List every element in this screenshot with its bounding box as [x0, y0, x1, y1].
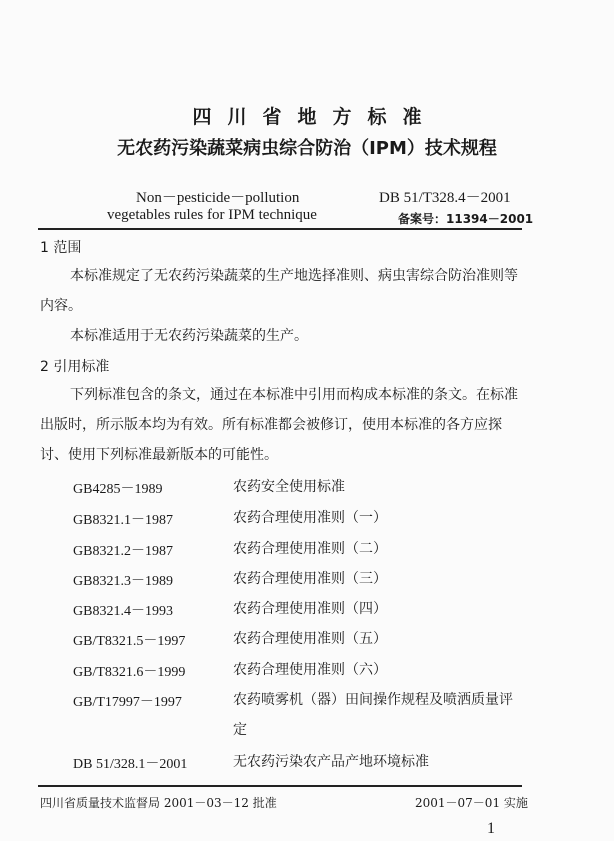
document-title-line2: 无农药污染蔬菜病虫综合防治（IPM）技术规程 — [117, 138, 497, 159]
reference-code: GB/T8321.5－1997 — [73, 634, 186, 649]
reference-title: 农药合理使用准则（二） — [233, 541, 387, 557]
reference-title: 农药合理使用准则（五） — [233, 631, 387, 647]
reference-title: 农药喷雾机（器）田间操作规程及喷洒质量评定 — [233, 692, 513, 738]
reference-title: 农药安全使用标准 — [233, 479, 345, 495]
standard-number: DB 51/T328.4－2001 — [379, 190, 511, 206]
reference-title: 农药合理使用准则（一） — [233, 510, 387, 526]
reference-title: 农药合理使用准则（四） — [233, 601, 387, 617]
reference-code: GB4285－1989 — [73, 482, 163, 497]
approval-note: 四川省质量技术监督局 2001－03－12 批准 — [40, 796, 277, 810]
english-title-line2: vegetables rules for IPM technique — [107, 207, 317, 223]
reference-title: 无农药污染农产品产地环境标准 — [233, 754, 429, 770]
scope-paragraph-2: 本标准适用于无农药污染蔬菜的生产。 — [70, 328, 308, 344]
footer-divider — [38, 785, 522, 787]
reference-code: GB8321.4－1993 — [73, 604, 173, 619]
reference-code: GB/T8321.6－1999 — [73, 665, 186, 680]
header-divider — [38, 228, 522, 230]
document-title-line1: 四川省地方标准 — [192, 106, 438, 128]
scope-paragraph-1: 本标准规定了无农药污染蔬菜的生产地选择准则、病虫害综合防治准则等内容。 — [40, 268, 518, 314]
references-intro-paragraph: 下列标准包含的条文，通过在本标准中引用而构成本标准的条文。在标准出版时，所示版本均为有效。所有标准都会被修订，使用本标准的各方应探讨、使用下列标准最新版本的可能性。 — [40, 387, 518, 463]
english-title-line1: Non－pesticide－pollution — [136, 190, 300, 206]
page-number: 1 — [487, 820, 495, 837]
reference-code: GB8321.2－1987 — [73, 544, 173, 559]
reference-code: GB8321.1－1987 — [73, 513, 173, 528]
reference-code: DB 51/328.1－2001 — [73, 757, 188, 772]
implementation-note: 2001－07－01 实施 — [415, 796, 528, 810]
reference-title: 农药合理使用准则（三） — [233, 571, 387, 587]
reference-code: GB8321.3－1989 — [73, 574, 173, 589]
section-heading-scope: 1 范围 — [40, 240, 82, 256]
reference-code: GB/T17997－1997 — [73, 695, 182, 710]
reference-title: 农药合理使用准则（六） — [233, 662, 387, 678]
record-number: 备案号：11394－2001 — [398, 212, 534, 226]
section-heading-references: 2 引用标准 — [40, 359, 110, 375]
